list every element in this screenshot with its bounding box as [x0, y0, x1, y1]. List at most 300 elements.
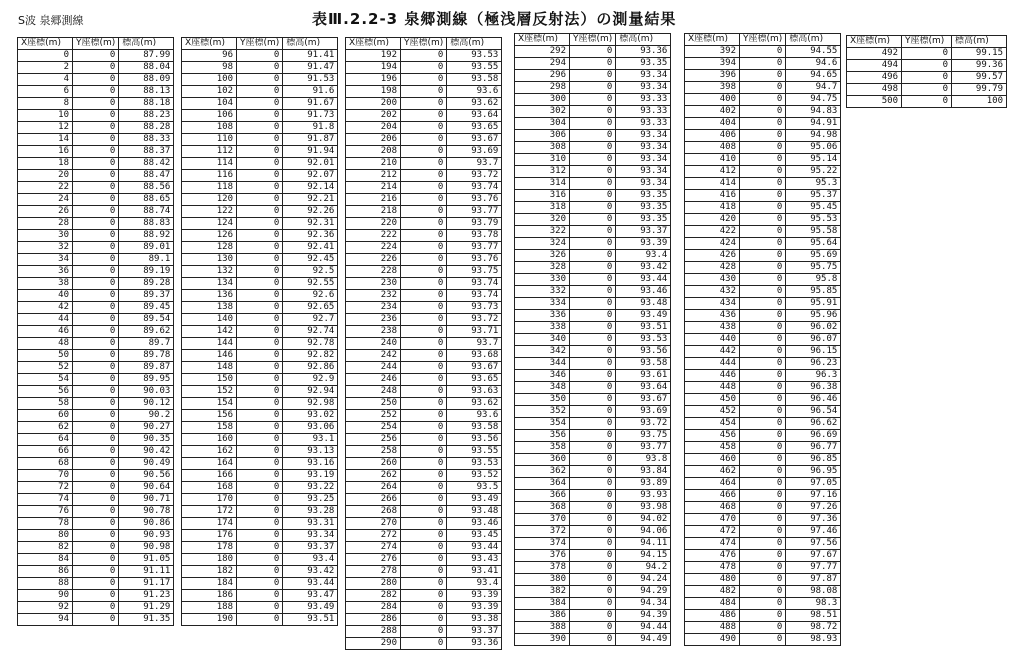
- x-coordinate-cell: 410: [685, 154, 740, 166]
- elevation-cell: 97.05: [786, 478, 841, 490]
- table-row: [346, 326, 502, 338]
- y-coordinate-cell: 0: [740, 538, 786, 550]
- elevation-cell: 89.37: [119, 290, 174, 302]
- x-coordinate-cell: 340: [515, 334, 570, 346]
- x-coordinate-cell: 132: [182, 266, 237, 278]
- elevation-cell: 93.77: [616, 442, 671, 454]
- y-coordinate-cell: 0: [401, 218, 447, 230]
- x-coordinate-cell: 270: [346, 518, 401, 530]
- y-coordinate-cell: 0: [73, 578, 119, 590]
- y-coordinate-cell: 0: [401, 134, 447, 146]
- elevation-cell: 89.95: [119, 374, 174, 386]
- y-coordinate-cell: 0: [740, 310, 786, 322]
- elevation-cell: 93.76: [447, 194, 502, 206]
- table-row: [18, 230, 174, 242]
- elevation-cell: 95.45: [786, 202, 841, 214]
- y-coordinate-cell: 0: [401, 410, 447, 422]
- elevation-cell: 94.6: [786, 58, 841, 70]
- elevation-cell: 91.47: [283, 62, 338, 74]
- y-coordinate-cell: 0: [740, 502, 786, 514]
- x-coordinate-cell: 46: [18, 326, 73, 338]
- y-coordinate-cell: 0: [401, 302, 447, 314]
- table-row: [182, 218, 338, 230]
- y-coordinate-cell: 0: [73, 146, 119, 158]
- elevation-cell: 93.06: [283, 422, 338, 434]
- y-coordinate-cell: 0: [740, 262, 786, 274]
- x-coordinate-cell: 118: [182, 182, 237, 194]
- y-coordinate-cell: 0: [73, 266, 119, 278]
- elevation-cell: 93.65: [447, 374, 502, 386]
- x-coordinate-cell: 420: [685, 214, 740, 226]
- x-coordinate-cell: 310: [515, 154, 570, 166]
- y-coordinate-cell: 0: [237, 254, 283, 266]
- y-coordinate-cell: 0: [740, 202, 786, 214]
- elevation-cell: 93.34: [616, 70, 671, 82]
- elevation-cell: 93.71: [447, 326, 502, 338]
- y-coordinate-cell: 0: [740, 274, 786, 286]
- x-coordinate-cell: 180: [182, 554, 237, 566]
- x-coordinate-cell: 184: [182, 578, 237, 590]
- elevation-cell: 94.91: [786, 118, 841, 130]
- column-header: 標高(m): [952, 36, 1007, 48]
- table-row: [18, 566, 174, 578]
- y-coordinate-cell: 0: [401, 590, 447, 602]
- table-row: [515, 490, 671, 502]
- table-row: [515, 226, 671, 238]
- y-coordinate-cell: 0: [401, 398, 447, 410]
- elevation-cell: 93.34: [283, 530, 338, 542]
- table-row: [346, 506, 502, 518]
- elevation-cell: 96.85: [786, 454, 841, 466]
- x-coordinate-cell: 484: [685, 598, 740, 610]
- elevation-cell: 92.01: [283, 158, 338, 170]
- x-coordinate-cell: 406: [685, 130, 740, 142]
- x-coordinate-cell: 122: [182, 206, 237, 218]
- elevation-cell: 93.42: [616, 262, 671, 274]
- elevation-cell: 93.55: [447, 62, 502, 74]
- x-coordinate-cell: 390: [515, 634, 570, 646]
- elevation-cell: 93.48: [447, 506, 502, 518]
- elevation-cell: 94.7: [786, 82, 841, 94]
- y-coordinate-cell: 0: [401, 230, 447, 242]
- table-row: [515, 502, 671, 514]
- table-row: [515, 46, 671, 58]
- x-coordinate-cell: 266: [346, 494, 401, 506]
- elevation-cell: 96.95: [786, 466, 841, 478]
- y-coordinate-cell: 0: [73, 170, 119, 182]
- x-coordinate-cell: 432: [685, 286, 740, 298]
- x-coordinate-cell: 498: [847, 84, 902, 96]
- x-coordinate-cell: 236: [346, 314, 401, 326]
- y-coordinate-cell: 0: [401, 578, 447, 590]
- elevation-cell: 92.45: [283, 254, 338, 266]
- y-coordinate-cell: 0: [740, 154, 786, 166]
- elevation-cell: 93.31: [283, 518, 338, 530]
- y-coordinate-cell: 0: [570, 358, 616, 370]
- x-coordinate-cell: 100: [182, 74, 237, 86]
- y-coordinate-cell: 0: [237, 110, 283, 122]
- y-coordinate-cell: 0: [740, 106, 786, 118]
- y-coordinate-cell: 0: [401, 278, 447, 290]
- table-row: [847, 60, 1007, 72]
- y-coordinate-cell: 0: [740, 526, 786, 538]
- x-coordinate-cell: 450: [685, 394, 740, 406]
- elevation-cell: 93.77: [447, 206, 502, 218]
- elevation-cell: 99.36: [952, 60, 1007, 72]
- y-coordinate-cell: 0: [401, 626, 447, 638]
- table-row: [18, 218, 174, 230]
- table-row: [515, 538, 671, 550]
- elevation-cell: 91.05: [119, 554, 174, 566]
- table-row: [182, 362, 338, 374]
- y-coordinate-cell: 0: [401, 86, 447, 98]
- table-row: [685, 334, 841, 346]
- x-coordinate-cell: 86: [18, 566, 73, 578]
- table-row: [685, 226, 841, 238]
- x-coordinate-cell: 160: [182, 434, 237, 446]
- table-row: [182, 314, 338, 326]
- x-coordinate-cell: 8: [18, 98, 73, 110]
- x-coordinate-cell: 386: [515, 610, 570, 622]
- table-row: [182, 410, 338, 422]
- page-title: 表Ⅲ.2.2-3 泉郷測線（極浅層反射法）の測量結果: [312, 10, 677, 28]
- x-coordinate-cell: 212: [346, 170, 401, 182]
- table-row: [515, 154, 671, 166]
- y-coordinate-cell: 0: [570, 166, 616, 178]
- table-row: [346, 170, 502, 182]
- y-coordinate-cell: 0: [570, 142, 616, 154]
- x-coordinate-cell: 338: [515, 322, 570, 334]
- elevation-cell: 93.42: [283, 566, 338, 578]
- elevation-cell: 92.86: [283, 362, 338, 374]
- y-coordinate-cell: 0: [570, 478, 616, 490]
- table-row: [685, 358, 841, 370]
- table-row: [685, 634, 841, 646]
- x-coordinate-cell: 444: [685, 358, 740, 370]
- x-coordinate-cell: 228: [346, 266, 401, 278]
- table-row: [346, 194, 502, 206]
- table-row: [685, 526, 841, 538]
- table-row: [685, 598, 841, 610]
- table-row: [18, 506, 174, 518]
- table-row: [515, 634, 671, 646]
- y-coordinate-cell: 0: [73, 554, 119, 566]
- elevation-cell: 89.45: [119, 302, 174, 314]
- y-coordinate-cell: 0: [73, 122, 119, 134]
- x-coordinate-cell: 58: [18, 398, 73, 410]
- y-coordinate-cell: 0: [570, 406, 616, 418]
- y-coordinate-cell: 0: [740, 166, 786, 178]
- elevation-cell: 93.55: [447, 446, 502, 458]
- x-coordinate-cell: 176: [182, 530, 237, 542]
- table-row: [685, 550, 841, 562]
- table-row: [685, 562, 841, 574]
- y-coordinate-cell: 0: [570, 82, 616, 94]
- table-row: [346, 446, 502, 458]
- y-coordinate-cell: 0: [570, 418, 616, 430]
- table-row: [18, 458, 174, 470]
- y-coordinate-cell: 0: [740, 58, 786, 70]
- elevation-cell: 90.2: [119, 410, 174, 422]
- table-row: [346, 458, 502, 470]
- x-coordinate-cell: 370: [515, 514, 570, 526]
- x-coordinate-cell: 274: [346, 542, 401, 554]
- x-coordinate-cell: 346: [515, 370, 570, 382]
- y-coordinate-cell: 0: [237, 290, 283, 302]
- y-coordinate-cell: 0: [401, 266, 447, 278]
- table-row: [18, 518, 174, 530]
- table-row: [182, 530, 338, 542]
- y-coordinate-cell: 0: [401, 434, 447, 446]
- x-coordinate-cell: 322: [515, 226, 570, 238]
- x-coordinate-cell: 246: [346, 374, 401, 386]
- table-row: [182, 590, 338, 602]
- elevation-cell: 93.84: [616, 466, 671, 478]
- elevation-cell: 88.09: [119, 74, 174, 86]
- table-row: [847, 48, 1007, 60]
- y-coordinate-cell: 0: [740, 358, 786, 370]
- x-coordinate-cell: 112: [182, 146, 237, 158]
- table-row: [346, 638, 502, 650]
- x-coordinate-cell: 154: [182, 398, 237, 410]
- elevation-cell: 93.58: [447, 422, 502, 434]
- y-coordinate-cell: 0: [740, 286, 786, 298]
- table-row: [515, 274, 671, 286]
- elevation-cell: 90.03: [119, 386, 174, 398]
- elevation-cell: 94.49: [616, 634, 671, 646]
- table-row: [346, 134, 502, 146]
- x-coordinate-cell: 448: [685, 382, 740, 394]
- y-coordinate-cell: 0: [401, 470, 447, 482]
- elevation-cell: 93.51: [283, 614, 338, 626]
- y-coordinate-cell: 0: [740, 334, 786, 346]
- elevation-cell: 90.35: [119, 434, 174, 446]
- y-coordinate-cell: 0: [237, 134, 283, 146]
- table-row: [18, 338, 174, 350]
- table-row: [182, 230, 338, 242]
- y-coordinate-cell: 0: [570, 334, 616, 346]
- elevation-cell: 96.77: [786, 442, 841, 454]
- y-coordinate-cell: 0: [740, 94, 786, 106]
- table-row: [18, 482, 174, 494]
- y-coordinate-cell: 0: [902, 84, 952, 96]
- table-row: [346, 398, 502, 410]
- elevation-cell: 93.35: [616, 214, 671, 226]
- table-row: [685, 382, 841, 394]
- elevation-cell: 93.46: [616, 286, 671, 298]
- elevation-cell: 97.36: [786, 514, 841, 526]
- column-header: Y座標(m): [570, 34, 616, 46]
- elevation-cell: 93.34: [616, 178, 671, 190]
- y-coordinate-cell: 0: [570, 310, 616, 322]
- x-coordinate-cell: 414: [685, 178, 740, 190]
- y-coordinate-cell: 0: [73, 518, 119, 530]
- y-coordinate-cell: 0: [237, 266, 283, 278]
- elevation-cell: 94.65: [786, 70, 841, 82]
- y-coordinate-cell: 0: [740, 346, 786, 358]
- y-coordinate-cell: 0: [740, 514, 786, 526]
- x-coordinate-cell: 222: [346, 230, 401, 242]
- table-row: [515, 106, 671, 118]
- table-header-row: [515, 34, 671, 46]
- elevation-cell: 93.37: [283, 542, 338, 554]
- table-row: [685, 166, 841, 178]
- x-coordinate-cell: 328: [515, 262, 570, 274]
- y-coordinate-cell: 0: [401, 530, 447, 542]
- x-coordinate-cell: 162: [182, 446, 237, 458]
- y-coordinate-cell: 0: [740, 586, 786, 598]
- table-row: [18, 110, 174, 122]
- x-coordinate-cell: 104: [182, 98, 237, 110]
- table-row: [685, 574, 841, 586]
- y-coordinate-cell: 0: [570, 454, 616, 466]
- x-coordinate-cell: 134: [182, 278, 237, 290]
- y-coordinate-cell: 0: [73, 602, 119, 614]
- y-coordinate-cell: 0: [237, 230, 283, 242]
- elevation-cell: 93.75: [447, 266, 502, 278]
- x-coordinate-cell: 290: [346, 638, 401, 650]
- x-coordinate-cell: 288: [346, 626, 401, 638]
- table-row: [18, 254, 174, 266]
- elevation-cell: 93.39: [447, 602, 502, 614]
- y-coordinate-cell: 0: [401, 566, 447, 578]
- table-row: [515, 358, 671, 370]
- table-row: [685, 394, 841, 406]
- x-coordinate-cell: 462: [685, 466, 740, 478]
- y-coordinate-cell: 0: [401, 74, 447, 86]
- y-coordinate-cell: 0: [237, 614, 283, 626]
- x-coordinate-cell: 148: [182, 362, 237, 374]
- table-row: [182, 374, 338, 386]
- table-row: [182, 518, 338, 530]
- elevation-cell: 93.64: [447, 110, 502, 122]
- elevation-cell: 93.35: [616, 190, 671, 202]
- table-row: [685, 454, 841, 466]
- x-coordinate-cell: 374: [515, 538, 570, 550]
- elevation-cell: 92.78: [283, 338, 338, 350]
- table-row: [346, 218, 502, 230]
- elevation-cell: 93.5: [447, 482, 502, 494]
- y-coordinate-cell: 0: [740, 70, 786, 82]
- table-row: [515, 214, 671, 226]
- y-coordinate-cell: 0: [740, 610, 786, 622]
- elevation-cell: 91.87: [283, 134, 338, 146]
- table-row: [685, 586, 841, 598]
- y-coordinate-cell: 0: [740, 382, 786, 394]
- y-coordinate-cell: 0: [237, 98, 283, 110]
- x-coordinate-cell: 158: [182, 422, 237, 434]
- x-coordinate-cell: 76: [18, 506, 73, 518]
- table-row: [18, 374, 174, 386]
- elevation-cell: 88.83: [119, 218, 174, 230]
- y-coordinate-cell: 0: [570, 634, 616, 646]
- table-row: [515, 586, 671, 598]
- x-coordinate-cell: 494: [847, 60, 902, 72]
- elevation-cell: 95.14: [786, 154, 841, 166]
- y-coordinate-cell: 0: [570, 274, 616, 286]
- elevation-cell: 90.78: [119, 506, 174, 518]
- table-row: [685, 154, 841, 166]
- table-row: [18, 554, 174, 566]
- y-coordinate-cell: 0: [740, 238, 786, 250]
- y-coordinate-cell: 0: [237, 302, 283, 314]
- table-row: [18, 398, 174, 410]
- elevation-cell: 93.4: [283, 554, 338, 566]
- x-coordinate-cell: 204: [346, 122, 401, 134]
- table-row: [18, 590, 174, 602]
- elevation-cell: 93.53: [616, 334, 671, 346]
- column-header: X座標(m): [182, 38, 237, 50]
- table-row: [685, 46, 841, 58]
- elevation-cell: 93.69: [447, 146, 502, 158]
- y-coordinate-cell: 0: [401, 602, 447, 614]
- x-coordinate-cell: 486: [685, 610, 740, 622]
- y-coordinate-cell: 0: [73, 182, 119, 194]
- y-coordinate-cell: 0: [73, 194, 119, 206]
- table-row: [18, 410, 174, 422]
- y-coordinate-cell: 0: [73, 530, 119, 542]
- x-coordinate-cell: 356: [515, 430, 570, 442]
- table-row: [346, 602, 502, 614]
- column-header: Y座標(m): [902, 36, 952, 48]
- elevation-cell: 94.02: [616, 514, 671, 526]
- x-coordinate-cell: 434: [685, 298, 740, 310]
- x-coordinate-cell: 464: [685, 478, 740, 490]
- elevation-cell: 90.27: [119, 422, 174, 434]
- x-coordinate-cell: 470: [685, 514, 740, 526]
- y-coordinate-cell: 0: [237, 434, 283, 446]
- table-row: [346, 554, 502, 566]
- table-row: [346, 290, 502, 302]
- elevation-cell: 99.79: [952, 84, 1007, 96]
- table-row: [346, 158, 502, 170]
- table-row: [685, 274, 841, 286]
- y-coordinate-cell: 0: [740, 634, 786, 646]
- table-row: [18, 170, 174, 182]
- x-coordinate-cell: 192: [346, 50, 401, 62]
- elevation-cell: 92.14: [283, 182, 338, 194]
- y-coordinate-cell: 0: [73, 434, 119, 446]
- y-coordinate-cell: 0: [902, 96, 952, 108]
- elevation-cell: 95.8: [786, 274, 841, 286]
- elevation-cell: 94.34: [616, 598, 671, 610]
- elevation-cell: 93.72: [447, 314, 502, 326]
- elevation-cell: 89.7: [119, 338, 174, 350]
- y-coordinate-cell: 0: [73, 290, 119, 302]
- table-row: [515, 322, 671, 334]
- table-row: [182, 566, 338, 578]
- x-coordinate-cell: 186: [182, 590, 237, 602]
- x-coordinate-cell: 254: [346, 422, 401, 434]
- x-coordinate-cell: 280: [346, 578, 401, 590]
- table-row: [346, 374, 502, 386]
- table-row: [346, 302, 502, 314]
- y-coordinate-cell: 0: [570, 502, 616, 514]
- table-row: [515, 166, 671, 178]
- x-coordinate-cell: 460: [685, 454, 740, 466]
- elevation-cell: 93.68: [447, 350, 502, 362]
- y-coordinate-cell: 0: [740, 142, 786, 154]
- elevation-cell: 93.74: [447, 278, 502, 290]
- y-coordinate-cell: 0: [740, 82, 786, 94]
- y-coordinate-cell: 0: [740, 430, 786, 442]
- x-coordinate-cell: 238: [346, 326, 401, 338]
- table-row: [515, 58, 671, 70]
- x-coordinate-cell: 380: [515, 574, 570, 586]
- x-coordinate-cell: 142: [182, 326, 237, 338]
- x-coordinate-cell: 224: [346, 242, 401, 254]
- y-coordinate-cell: 0: [401, 158, 447, 170]
